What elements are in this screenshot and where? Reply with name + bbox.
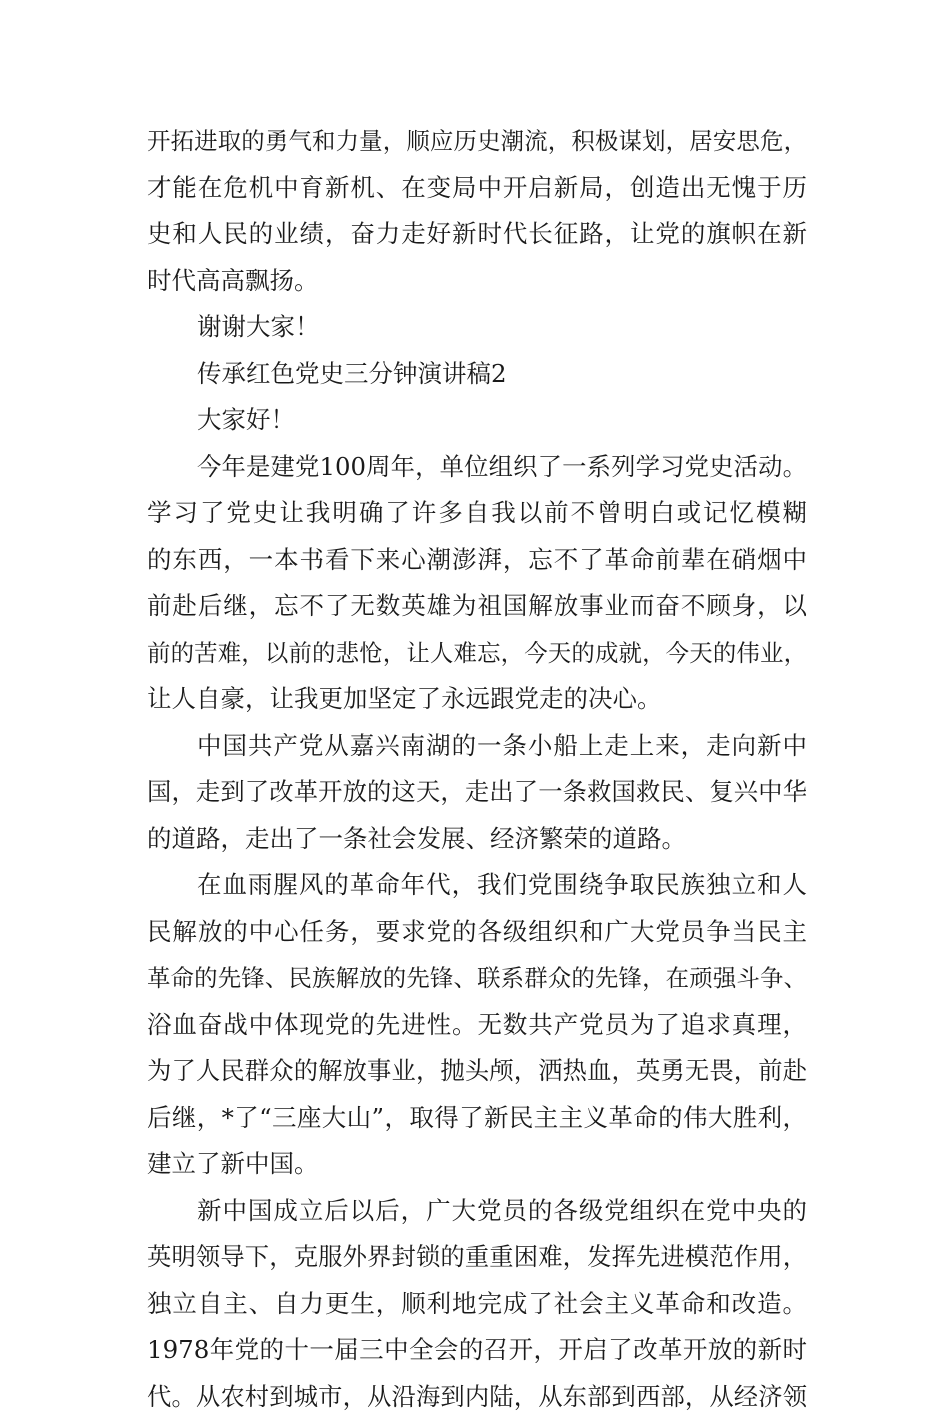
text-line: 独立自主、自力更生，顺利地完成了社会主义革命和改造。 xyxy=(147,1281,807,1328)
text-line: 建立了新中国。 xyxy=(147,1141,807,1188)
text-line: 传承红色党史三分钟演讲稿2 xyxy=(147,351,807,398)
text-line: 新中国成立后以后，广大党员的各级党组织在党中央的 xyxy=(147,1188,807,1235)
text-line: 在血雨腥风的革命年代，我们党围绕争取民族独立和人 xyxy=(147,862,807,909)
text-line: 开拓进取的勇气和力量，顺应历史潮流，积极谋划，居安思危， xyxy=(147,118,807,165)
text-line: 学习了党史让我明确了许多自我以前不曾明白或记忆模糊 xyxy=(147,490,807,537)
text-line: 中国共产党从嘉兴南湖的一条小船上走上来，走向新中 xyxy=(147,723,807,770)
text-line: 英明领导下，克服外界封锁的重重困难，发挥先进模范作用， xyxy=(147,1234,807,1281)
text-line: 史和人民的业绩，奋力走好新时代长征路，让党的旗帜在新 xyxy=(147,211,807,258)
text-line: 今年是建党100周年，单位组织了一系列学习党史活动。 xyxy=(147,444,807,491)
text-line: 前的苦难，以前的悲怆，让人难忘，今天的成就，今天的伟业， xyxy=(147,630,807,677)
text-line: 时代高高飘扬。 xyxy=(147,258,807,305)
document-body xyxy=(147,118,807,1420)
text-line: 让人自豪，让我更加坚定了永远跟党走的决心。 xyxy=(147,676,807,723)
text-line: 谢谢大家！ xyxy=(147,304,807,351)
text-line: 代。从农村到城市，从沿海到内陆，从东部到西部，从经济领 xyxy=(147,1374,807,1420)
text-line: 后继，*了“三座大山”，取得了新民主主义革命的伟大胜利， xyxy=(147,1095,807,1142)
text-line: 才能在危机中育新机、在变局中开启新局，创造出无愧于历 xyxy=(147,165,807,212)
text-line: 革命的先锋、民族解放的先锋、联系群众的先锋，在顽强斗争、 xyxy=(147,955,807,1002)
text-line: 为了人民群众的解放事业，抛头颅，洒热血，英勇无畏，前赴 xyxy=(147,1048,807,1095)
text-line: 民解放的中心任务，要求党的各级组织和广大党员争当民主 xyxy=(147,909,807,956)
text-line: 大家好！ xyxy=(147,397,807,444)
text-line: 国，走到了改革开放的这天，走出了一条救国救民、复兴中华 xyxy=(147,769,807,816)
text-line: 1978年党的十一届三中全会的召开，开启了改革开放的新时 xyxy=(147,1327,807,1374)
text-line: 浴血奋战中体现党的先进性。无数共产党员为了追求真理， xyxy=(147,1002,807,1049)
text-line: 的道路，走出了一条社会发展、经济繁荣的道路。 xyxy=(147,816,807,863)
text-line: 前赴后继，忘不了无数英雄为祖国解放事业而奋不顾身，以 xyxy=(147,583,807,630)
text-line: 的东西，一本书看下来心潮澎湃，忘不了革命前辈在硝烟中 xyxy=(147,537,807,584)
